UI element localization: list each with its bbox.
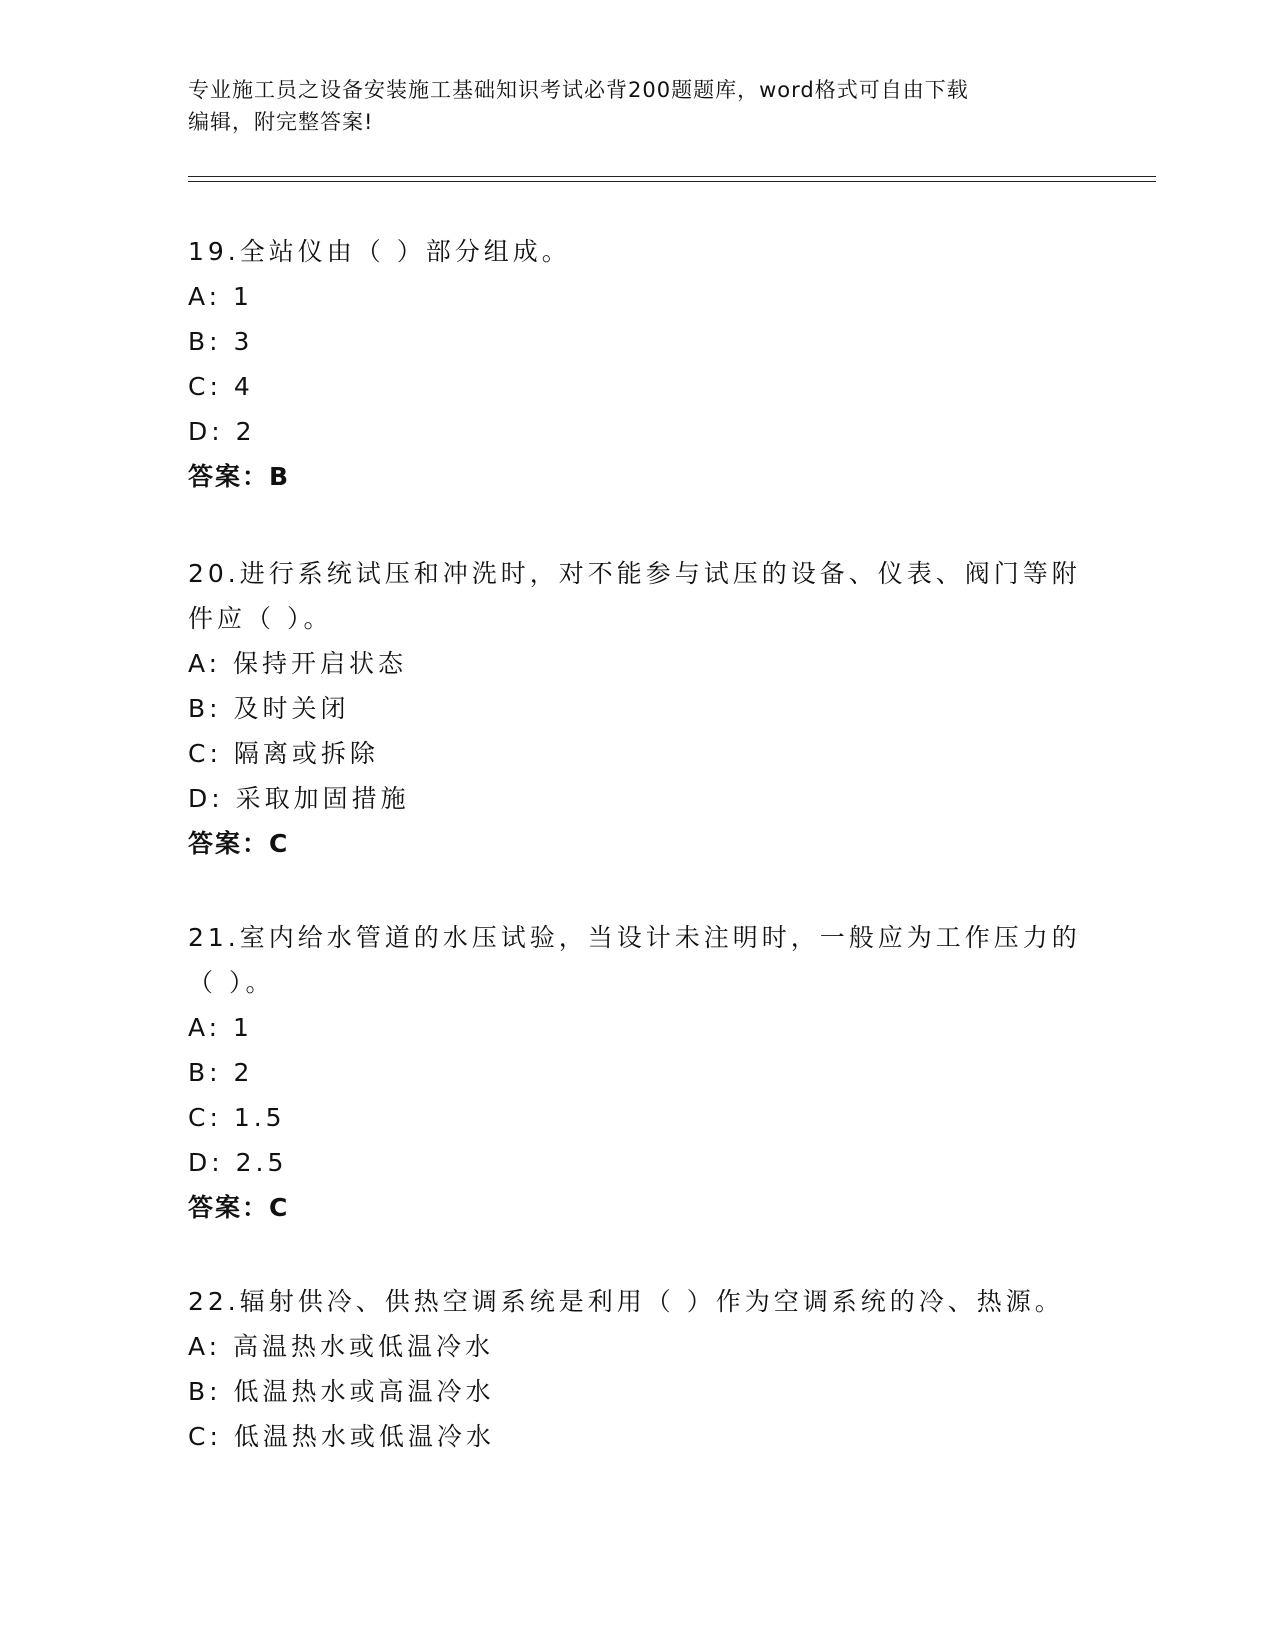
option-b: B: 低温热水或高温冷水 (188, 1377, 495, 1406)
option-c: C: 隔离或拆除 (188, 739, 379, 768)
option-a: A: 1 (188, 282, 253, 311)
option-a: A: 1 (188, 1013, 253, 1042)
option-d: D: 2.5 (188, 1148, 288, 1177)
option-c: C: 低温热水或低温冷水 (188, 1422, 495, 1451)
question-22 (188, 1279, 1088, 1459)
header-line-1: 专业施工员之设备安装施工基础知识考试必背200题题库，word格式可自由下载 (188, 78, 969, 102)
option-a: A: 高温热水或低温冷水 (188, 1332, 495, 1361)
option-b: B: 3 (188, 327, 254, 356)
question-20 (188, 551, 1088, 866)
option-c: C: 4 (188, 372, 254, 401)
option-b: B: 及时关闭 (188, 694, 350, 723)
question-stem: 22.辐射供冷、供热空调系统是利用（ ）作为空调系统的冷、热源。 (188, 1287, 1064, 1316)
question-stem: 21.室内给水管道的水压试验，当设计未注明时，一般应为工作压力的 (188, 923, 1081, 952)
option-d: D: 采取加固措施 (188, 784, 410, 813)
question-stem-continued: （ ）。 (188, 968, 275, 997)
option-c: C: 1.5 (188, 1103, 286, 1132)
question-stem-continued: 件应（ ）。 (188, 604, 333, 633)
document-header (188, 74, 1088, 138)
answer: 答案：C (188, 829, 290, 858)
option-b: B: 2 (188, 1058, 254, 1087)
option-a: A: 保持开启状态 (188, 649, 408, 678)
header-line-2: 编辑，附完整答案! (188, 110, 374, 134)
option-d: D: 2 (188, 417, 256, 446)
question-stem: 19.全站仪由（ ）部分组成。 (188, 237, 571, 266)
question-stem: 20.进行系统试压和冲洗时，对不能参与试压的设备、仪表、阀门等附 (188, 559, 1081, 588)
header-rule-top (188, 176, 1156, 177)
answer: 答案：B (188, 462, 291, 491)
header-rule-bottom (188, 181, 1156, 182)
answer: 答案：C (188, 1193, 290, 1222)
question-19 (188, 229, 1088, 499)
question-21 (188, 915, 1088, 1230)
